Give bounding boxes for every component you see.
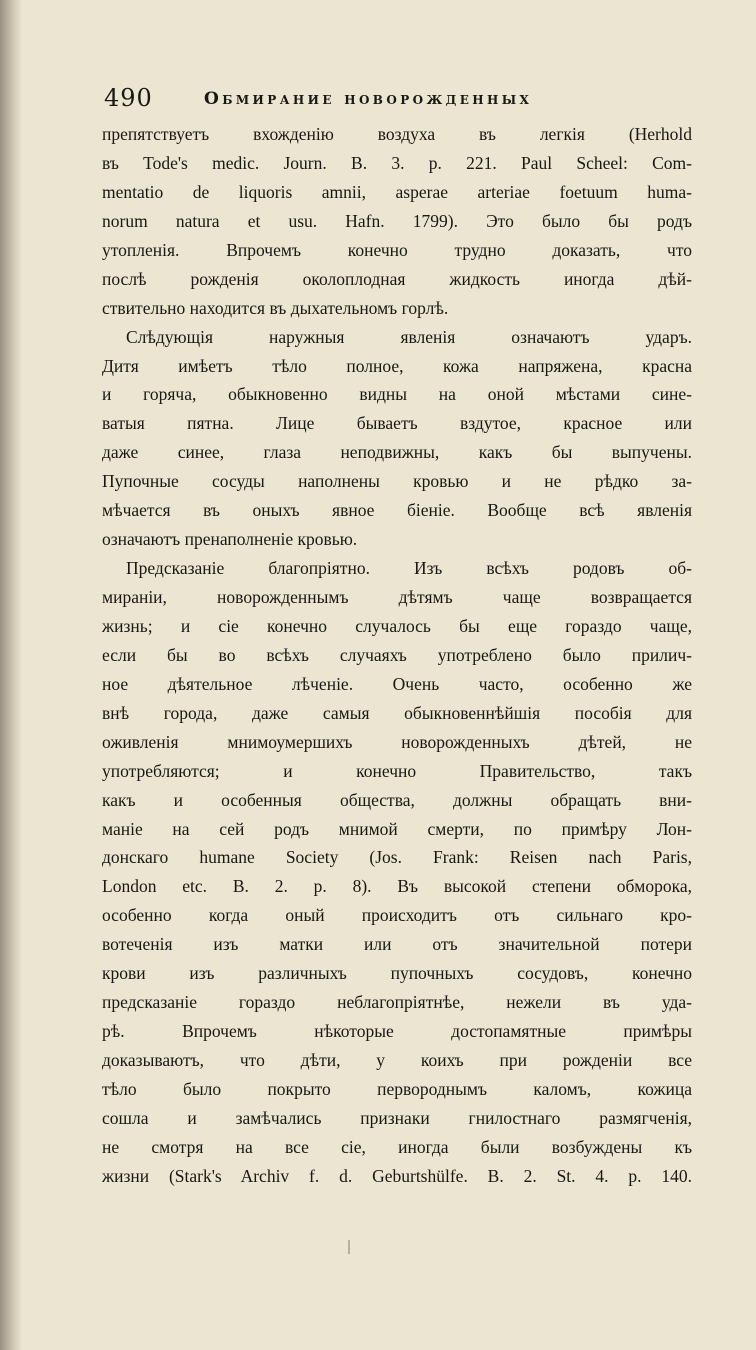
text-line: Пупочные сосуды наполнены кровью и не рѣдко за- <box>102 471 692 492</box>
text-line: если бы во всѣхъ случаяхъ употреблено было прилич- <box>102 644 692 665</box>
text-line: оживленія мнимоумершихъ новорожденныхъ дѣтей, не <box>102 731 692 752</box>
text-line: Предсказаніе благопріятно. Изъ всѣхъ родовъ об- <box>126 558 692 579</box>
text-line: мѣчается въ оныхъ явное біеніе. Вообще всѣ явленія <box>102 500 692 521</box>
text-line: и горяча, обыкновенно видны на оной мѣстами сине- <box>102 384 692 405</box>
text-line: рѣ. Впрочемъ нѣкоторые достопамятные примѣры <box>102 1021 692 1042</box>
text-line: norum natura et usu. Hafn. 1799). Это было бы родъ <box>102 210 692 231</box>
page-binding-shadow <box>0 0 22 1350</box>
text-line: даже синее, глаза неподвижны, какъ бы выпучены. <box>102 442 692 463</box>
text-line: въ Tode's medic. Journ. B. 3. p. 221. Paul Scheel: Com- <box>102 152 692 173</box>
text-line: сошла и замѣчались признаки гнилостнаго размягченія, <box>102 1107 692 1128</box>
text-line: утопленія. Впрочемъ конечно трудно доказать, что <box>102 239 692 260</box>
text-line: препятствуетъ вхожденію воздуха въ легкія (Herhold <box>102 124 692 144</box>
text-line: ное дѣятельное лѣченіе. Очень часто, особенно же <box>102 673 692 694</box>
text-line: внѣ города, даже самыя обыкновеннѣйшія пособія для <box>102 702 692 723</box>
page-header <box>104 83 694 117</box>
text-line: маніе на сей родъ мнимой смерти, по примѣру Лон- <box>102 818 692 839</box>
text-line: особенно когда оный происходитъ отъ сильнаго кро- <box>102 905 692 926</box>
text-line: Дитя имѣетъ тѣло полное, кожа напряжена, красна <box>102 355 692 376</box>
text-line: mentatio de liquoris amnii, asperae arteriae foetuum huma- <box>102 181 692 202</box>
text-line: вотеченія изъ матки или отъ значительной потери <box>102 934 692 955</box>
text-line: донскаго humane Society (Jos. Frank: Reisen nach Paris, <box>102 847 692 868</box>
text-line: London etc. B. 2. p. 8). Въ высокой степени обморока, <box>102 876 692 897</box>
text-line: ватыя пятна. Лице бываетъ вздутое, красное или <box>102 413 692 434</box>
running-title: Обмирание новорожденных <box>204 89 533 109</box>
text-line: жизни (Stark's Archiv f. d. Geburtshülfe. B. 2. St. 4. p. 140. <box>102 1165 692 1186</box>
ink-mark <box>348 1240 350 1254</box>
body-text <box>102 120 692 1191</box>
text-line: крови изъ различныхъ пупочныхъ сосудовъ, конечно <box>102 963 692 984</box>
page-number: 490 <box>104 84 153 112</box>
text-line: ствительно находится въ дыхательномъ горлѣ. <box>102 297 449 318</box>
text-line: не смотря на все сіе, иногда были возбуждены къ <box>102 1136 692 1157</box>
text-line: употребляются; и конечно Правительство, такъ <box>102 760 692 781</box>
text-line: доказываютъ, что дѣти, у коихъ при рожденіи все <box>102 1050 692 1070</box>
text-line: означаютъ пренаполненіе кровью. <box>102 529 358 550</box>
text-line: какъ и особенныя общества, должны обращать вни- <box>102 789 692 810</box>
text-line: Слѣдующія наружныя явленія означаютъ ударъ. <box>126 326 692 347</box>
text-line: жизнь; и сіе конечно случалось бы еще гораздо чаще, <box>102 615 692 636</box>
text-line: тѣло было покрыто первороднымъ каломъ, кожица <box>102 1078 692 1099</box>
text-line: послѣ рожденія околоплодная жидкость иногда дѣй- <box>102 268 692 289</box>
text-line: предсказаніе гораздо неблагопріятнѣе, нежели въ уда- <box>102 992 692 1013</box>
text-line: мираніи, новорожденнымъ дѣтямъ чаще возвращается <box>102 587 692 607</box>
